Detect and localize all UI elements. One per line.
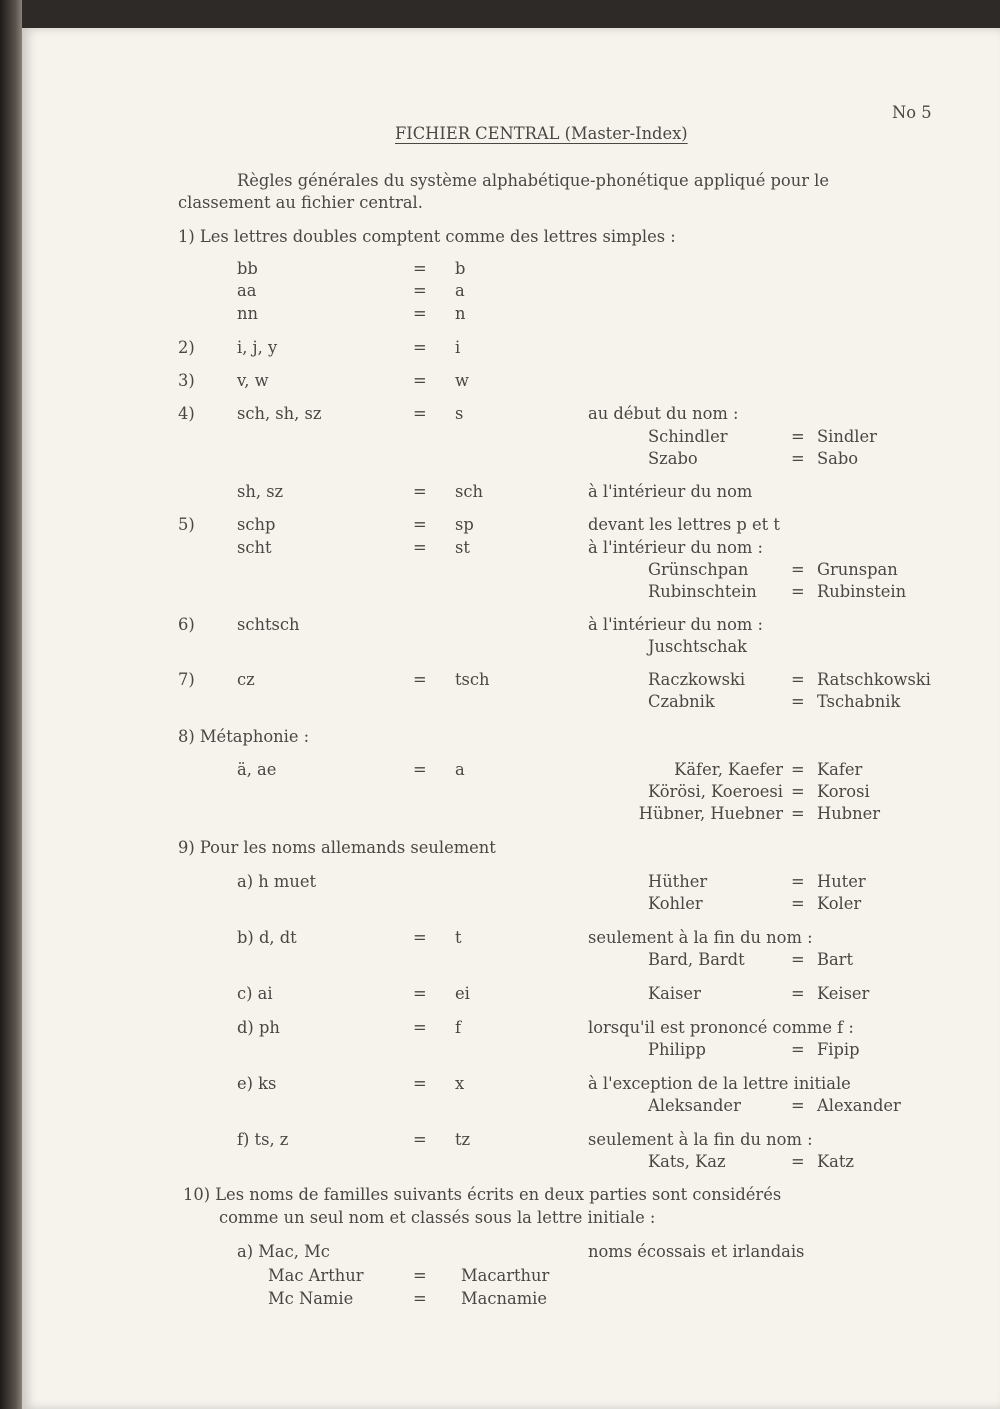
rule-note: à l'exception de la lettre initiale [588,1074,851,1093]
rule-val2: Macarthur [461,1266,550,1285]
rule-name: Aleksander [648,1096,741,1115]
rule-val: st [455,538,470,557]
rule-note: seulement à la fin du nom : [588,1130,813,1149]
rule-val: i [455,338,461,357]
intro-line: classement au fichier central. [178,193,423,212]
rule-eq2: = [791,894,805,913]
rule-left: i, j, y [237,338,278,357]
rule-result: Sabo [817,449,859,468]
rule-num: 1) Les lettres doubles comptent comme des lettres simples : [178,227,676,246]
rule-eq2: = [791,950,805,969]
rule-note: à l'intérieur du nom [588,482,753,501]
rule-val2: Macnamie [461,1289,547,1308]
rule-eq2: = [791,560,805,579]
rule-result: Koler [817,894,862,913]
rule-result: Huter [817,872,866,891]
rule-result: Katz [817,1152,854,1171]
rule-name: Czabnik [648,692,715,711]
rule-name: Kats, Kaz [648,1152,726,1171]
rule-result: Rubinstein [817,582,907,601]
rule-eq: = [413,482,427,501]
rule-result: Sindler [817,427,877,446]
rule-val: tsch [455,670,490,689]
rule-name: Philipp [648,1040,706,1059]
page-number: No 5 [892,103,932,122]
rule-val: sch [455,482,483,501]
rule-eq: = [413,515,427,534]
rule-left: bb [237,259,258,278]
rule-eq: = [413,1018,427,1037]
rule-eq2: = [791,1040,805,1059]
rule-num: 10) Les noms de familles suivants écrits en deux parties sont considérés [183,1185,782,1204]
rule-eq2: = [791,804,805,823]
rule-result: Alexander [817,1096,901,1115]
rule-eq: = [413,304,427,323]
rule-namer: Käfer, Kaefer [674,760,783,779]
rule-left: e) ks [237,1074,277,1093]
page-title: FICHIER CENTRAL (Master-Index) [395,124,688,143]
rule-eq2: = [791,582,805,601]
rule-val: s [455,404,464,423]
rule-result: Ratschkowski [817,670,931,689]
rule-left: sh, sz [237,482,284,501]
rule-note: seulement à la fin du nom : [588,928,813,947]
rule-eq: = [413,1266,427,1285]
rule-name: Grünschpan [648,560,749,579]
rule-num: 4) [178,404,195,423]
rule-note: à l'intérieur du nom : [588,615,763,634]
rule-eq2: = [791,782,805,801]
rule-left: schp [237,515,276,534]
rule-eq2: = [791,449,805,468]
rule-eq: = [413,760,427,779]
rule-val: a [455,760,465,779]
rule-note: à l'intérieur du nom : [588,538,763,557]
rule-namer: Hübner, Huebner [638,804,783,823]
rule-eq: = [413,928,427,947]
rule-num: 6) [178,615,195,634]
rule-eq: = [413,670,427,689]
rule-left2: Mc Namie [268,1289,354,1308]
rule-left: cz [237,670,255,689]
rule-eq2: = [791,872,805,891]
intro-line: Règles générales du système alphabétique-phonétique appliqué pour le [237,171,830,190]
rule-result: Korosi [817,782,870,801]
rule-name: Schindler [648,427,728,446]
rule-val: x [455,1074,465,1093]
rule-left: aa [237,281,257,300]
rule-left: scht [237,538,272,557]
rule-left10: comme un seul nom et classés sous la lettre initiale : [219,1208,656,1227]
rule-val: sp [455,515,474,534]
rule-val: t [455,928,462,947]
rule-eq: = [413,984,427,1003]
rule-result: Fipip [817,1040,860,1059]
rule-val: n [455,304,466,323]
rule-left: a) h muet [237,872,316,891]
rule-namer: Körösi, Koeroesi [648,782,783,801]
rule-note: devant les lettres p et t [588,515,780,534]
rule-left: f) ts, z [237,1130,289,1149]
rule-note: noms écossais et irlandais [588,1242,805,1261]
rule-name: Hüther [648,872,708,891]
rule-num: 2) [178,338,195,357]
rule-note: lorsqu'il est prononcé comme f : [588,1018,854,1037]
rule-eq: = [413,281,427,300]
rule-eq: = [413,1130,427,1149]
rule-val: b [455,259,466,278]
rule-note: au début du nom : [588,404,739,423]
rule-result: Keiser [817,984,870,1003]
rule-val: f [455,1018,462,1037]
rule-left: nn [237,304,258,323]
rule-left: schtsch [237,615,300,634]
rule-left: a) Mac, Mc [237,1242,330,1261]
rule-result: Bart [817,950,853,969]
rule-eq2: = [791,984,805,1003]
rule-eq: = [413,338,427,357]
rule-eq: = [413,1074,427,1093]
rule-name: Rubinschtein [648,582,757,601]
rule-left: d) ph [237,1018,280,1037]
rule-num: 8) Métaphonie : [178,727,310,746]
rule-eq: = [413,1289,427,1308]
rule-eq: = [413,259,427,278]
rule-result: Kafer [817,760,863,779]
rule-val: w [455,371,469,390]
rule-val: a [455,281,465,300]
rule-num: 9) Pour les noms allemands seulement [178,838,496,857]
rule-name: Juschtschak [648,637,748,656]
rule-left: b) d, dt [237,928,297,947]
rule-eq: = [413,404,427,423]
rule-eq2: = [791,1152,805,1171]
rule-num: 5) [178,515,195,534]
rule-eq2: = [791,692,805,711]
rule-eq2: = [791,1096,805,1115]
rule-left: c) ai [237,984,273,1003]
rule-val: tz [455,1130,471,1149]
rule-val: ei [455,984,470,1003]
rule-result: Hubner [817,804,881,823]
rule-eq: = [413,371,427,390]
rule-left: v, w [237,371,269,390]
rule-name: Kaiser [648,984,701,1003]
rule-name: Szabo [648,449,698,468]
rule-eq2: = [791,760,805,779]
rule-eq2: = [791,427,805,446]
rule-left: ä, ae [237,760,277,779]
rule-eq: = [413,538,427,557]
rule-num: 7) [178,670,195,689]
rule-left: sch, sh, sz [237,404,322,423]
rule-name: Raczkowski [648,670,746,689]
rule-left2: Mac Arthur [268,1266,364,1285]
rule-name: Kohler [648,894,703,913]
rule-eq2: = [791,670,805,689]
rule-result: Grunspan [817,560,898,579]
rule-num: 3) [178,371,195,390]
rule-name: Bard, Bardt [648,950,745,969]
rule-result: Tschabnik [817,692,901,711]
document-page [22,28,1000,1409]
